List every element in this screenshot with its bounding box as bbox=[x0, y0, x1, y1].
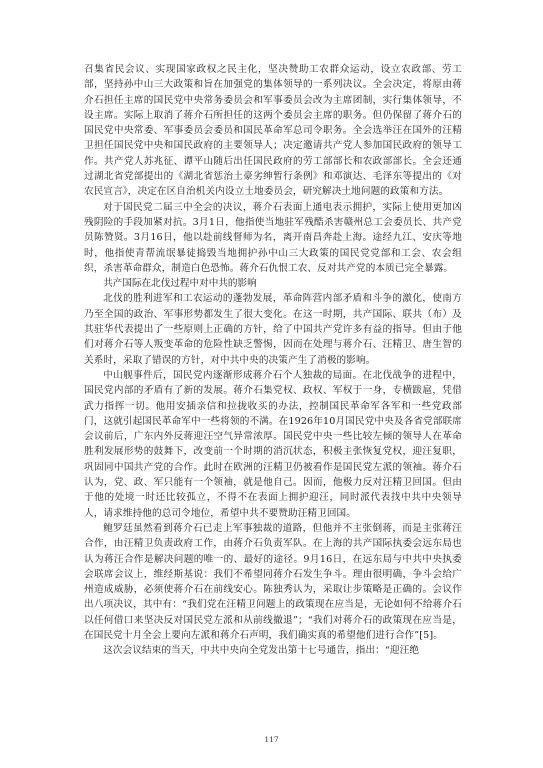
document-body bbox=[84, 62, 462, 659]
section-heading: 共产国际在北伐过程中对中共的影响 bbox=[103, 278, 257, 290]
paragraph-6: 这次会议结束的当天，中共中央向全党发出第十七号通告，指出：“迎汪绝 bbox=[103, 645, 420, 657]
paragraph-4: 中山舰事件后，国民党内逐渐形成蒋介石个人独裁的局面。在北伐战争的进程中，国民党内部的矛盾有了新的发展。蒋介石集党权、政权、军权于一身，专横跋扈，凭借武力指挥一切。他用安插亲信和拉拢收买的办法，控制国民革命军各军和一些党政部门，这就引起国民革命军中一些将领的不满。在1926年10月国民党中央及各省党部联席会议前后，广东内外反蒋迎汪空气异常浓厚。国民党中央一些比较左倾的领导人在革命胜利发展形势的鼓舞下，改变前一个时期的消沉状态，积极主张恢复党权，迎汪复职，巩固同中国共产党的合作。此时在欧洲的汪精卫仍被看作是国民党左派的领袖。蒋介石认为，党、政、军只能有一个领袖，就是他自己。因而，他极力反对汪精卫回国。但由于他的处境一时还比较孤立，不得不在表面上拥护迎汪，同时派代表找中共中央领导人，请求维持他的总司令地位，希望中共不要赞助汪精卫回国。 bbox=[84, 369, 462, 519]
paragraph-2: 对于国民党二届三中全会的决议，蒋介石表面上通电表示拥护，实际上使用更加凶残阴险的手段加紧对抗。3月1日，他指使当地驻军残酷杀害赣州总工会委员长、共产党员陈赞贤。3月16日，他以赴前线督师为名，离开南昌奔赴上海。途经九江、安庆等地时，他指使青帮流氓暴徒捣毁当地拥护孙中山三大政策的国民党党部和工会、农会组织，杀害革命群众，制造白色恐怖。蒋介石仇恨工农、反对共产党的本质已完全暴露。 bbox=[84, 201, 462, 274]
paragraph-3: 北伐的胜利进军和工农运动的蓬勃发展，革命阵营内部矛盾和斗争的激化，使南方乃至全国的政治、军事形势都发生了很大变化。在这一时期，共产国际、联共（布）及其驻华代表提出了一些原则上正确的方针，给了中国共产党许多有益的指导。但由于他们对蒋介石等人叛变革命的危险性缺乏警惕，因而在处理与蒋介石、汪精卫、唐生智的关系时，采取了错误的方针，对中共中央的决策产生了消极的影响。 bbox=[84, 293, 462, 366]
paragraph-5: 鲍罗廷虽然看到蒋介石已走上军事独裁的道路，但他并不主张倒蒋，而是主张蒋汪合作，由汪精卫负责政府工作，由蒋介石负责军队。在上海的共产国际执委会远东局也认为蒋汪合作是解决问题的唯一的、最好的途径。9月16日，在远东局与中共中央执委会联席会议上，维经斯基说：我们不希望同蒋介石发生争斗。理由很明确，争斗会给广州造成威胁，必须使蒋介石在前线安心。陈独秀认为，采取让步策略是正确的。会议作出八项决议，其中有：“我们党在汪精卫问题上的政策现在应当是，无论如何不给蒋介石以任何借口来坚决反对国民党左派和从前线撤退”；“我们对蒋介石的政策现在应当是，在国民党十月全会上要向左派和蒋介石声明，我们确实真的希望他们进行合作”[5]。 bbox=[84, 522, 462, 641]
page-number: 117 bbox=[264, 735, 279, 744]
paragraph-1: 召集省民会议、实现国家政权之民主化，坚决赞助工农群众运动，设立农政部、劳工部，坚持孙中山三大政策和旨在加强党的集体领导的一系列决议。全会决定，将原由蒋介石担任主席的国民党中央常务委员会和军事委员会改为主席团制，实行集体领导，不设主席。实际上取消了蒋介石所担任的这两个委员会主席的职务。但仍保留了蒋介石的国民党中央常委、军事委员会委员和国民革命军总司令职务。全会选举汪在国外的汪精卫担任国民党中央和国民政府的主要领导人；决定邀请共产党人参加国民政府的领导工作。共产党人苏兆征、谭平山随后出任国民政府的劳工部部长和农政部部长。全会还通过湖北省党部提出的《湖北省惩治土豪劣绅暂行条例》和邓演达、毛泽东等提出的《对农民宣言》，决定在区自治机关内设立土地委员会，研究解决土地问题的政策和方法。 bbox=[84, 64, 462, 198]
